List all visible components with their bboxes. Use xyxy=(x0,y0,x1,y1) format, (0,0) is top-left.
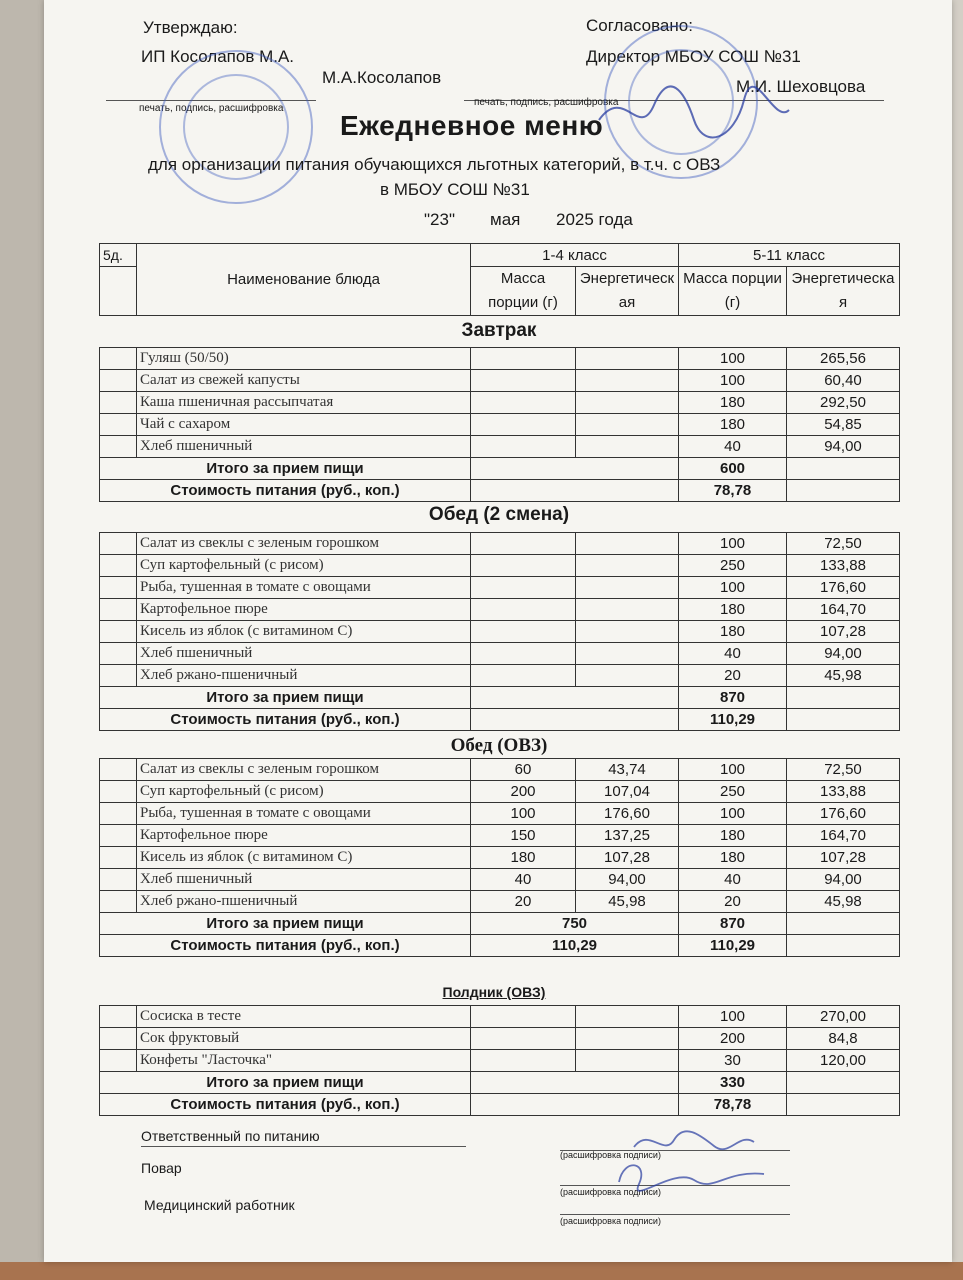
row-blank xyxy=(100,1050,137,1072)
energy-5-11: 94,00 xyxy=(787,643,900,665)
cost-blank xyxy=(787,1094,900,1116)
energy-1-4: 137,25 xyxy=(576,825,679,847)
header-mass-2: Масса порции (г) xyxy=(679,267,787,316)
mass-5-11: 40 xyxy=(679,869,787,891)
cost-label: Стоимость питания (руб., коп.) xyxy=(100,935,471,957)
mass-5-11: 20 xyxy=(679,665,787,687)
dish-name: Хлеб пшеничный xyxy=(137,436,471,458)
table-row xyxy=(100,621,900,643)
table-row xyxy=(100,643,900,665)
mass-5-11: 200 xyxy=(679,1028,787,1050)
header-mass-1: Масса порции (г) xyxy=(471,267,576,316)
total-5-11: 870 xyxy=(679,913,787,935)
row-blank xyxy=(100,348,137,370)
row-blank xyxy=(100,781,137,803)
dish-name: Суп картофельный (с рисом) xyxy=(137,555,471,577)
energy-1-4 xyxy=(576,643,679,665)
mass-5-11: 180 xyxy=(679,621,787,643)
mass-5-11: 40 xyxy=(679,643,787,665)
energy-5-11: 94,00 xyxy=(787,436,900,458)
energy-5-11: 176,60 xyxy=(787,803,900,825)
mass-1-4 xyxy=(471,533,576,555)
row-blank xyxy=(100,621,137,643)
mass-5-11: 180 xyxy=(679,599,787,621)
table-row xyxy=(100,555,900,577)
energy-1-4 xyxy=(576,392,679,414)
sign-line-3 xyxy=(560,1214,790,1215)
header-dish: Наименование блюда xyxy=(137,244,471,316)
mass-5-11: 180 xyxy=(679,825,787,847)
energy-5-11: 107,28 xyxy=(787,621,900,643)
mass-1-4 xyxy=(471,621,576,643)
header-corner: 5д. xyxy=(100,244,137,267)
table-row xyxy=(100,781,900,803)
date-month: мая xyxy=(490,210,521,229)
breakfast-table xyxy=(99,347,900,502)
background-floor xyxy=(0,1262,963,1280)
energy-5-11: 270,00 xyxy=(787,1006,900,1028)
cook-label: Повар xyxy=(141,1160,182,1176)
dish-name: Салат из свеклы с зеленым горошком xyxy=(137,533,471,555)
table-row xyxy=(100,370,900,392)
cost-row xyxy=(100,480,900,502)
date-year: 2025 года xyxy=(556,210,633,229)
energy-1-4: 107,28 xyxy=(576,847,679,869)
energy-5-11: 84,8 xyxy=(787,1028,900,1050)
approve-name: ИП Косолапов М.А. xyxy=(141,47,295,66)
mass-5-11: 180 xyxy=(679,847,787,869)
energy-1-4: 176,60 xyxy=(576,803,679,825)
cost-5-11: 78,78 xyxy=(679,480,787,502)
row-blank xyxy=(100,643,137,665)
dish-name: Сосиска в тесте xyxy=(137,1006,471,1028)
stamp-left-icon xyxy=(159,50,313,204)
energy-1-4 xyxy=(576,1050,679,1072)
total-label: Итого за прием пищи xyxy=(100,458,471,480)
total-blank xyxy=(787,687,900,709)
header-energy-1: Энергетическая xyxy=(576,267,679,316)
row-blank xyxy=(100,599,137,621)
total-blank xyxy=(787,1072,900,1094)
agreed-name: М.И. Шеховцова xyxy=(736,77,866,96)
dish-name: Рыба, тушенная в томате с овощами xyxy=(137,803,471,825)
mass-5-11: 100 xyxy=(679,577,787,599)
header-blank xyxy=(100,267,137,316)
table-row xyxy=(100,665,900,687)
total-5-11: 330 xyxy=(679,1072,787,1094)
energy-5-11: 45,98 xyxy=(787,665,900,687)
table-row xyxy=(100,847,900,869)
cost-label: Стоимость питания (руб., коп.) xyxy=(100,709,471,731)
energy-5-11: 60,40 xyxy=(787,370,900,392)
dish-name: Рыба, тушенная в томате с овощами xyxy=(137,577,471,599)
energy-5-11: 72,50 xyxy=(787,533,900,555)
mass-1-4: 60 xyxy=(471,759,576,781)
page-title: Ежедневное меню xyxy=(340,110,604,141)
mass-5-11: 100 xyxy=(679,1006,787,1028)
dish-name: Картофельное пюре xyxy=(137,599,471,621)
mass-1-4 xyxy=(471,436,576,458)
energy-5-11: 107,28 xyxy=(787,847,900,869)
energy-1-4 xyxy=(576,621,679,643)
mass-1-4 xyxy=(471,370,576,392)
mass-1-4: 20 xyxy=(471,891,576,913)
medic-label: Медицинский работник xyxy=(144,1197,295,1213)
cost-blank xyxy=(787,935,900,957)
energy-5-11: 265,56 xyxy=(787,348,900,370)
row-blank xyxy=(100,847,137,869)
row-blank xyxy=(100,759,137,781)
row-blank xyxy=(100,1006,137,1028)
mass-5-11: 180 xyxy=(679,414,787,436)
cost-1-4 xyxy=(471,709,679,731)
mass-5-11: 100 xyxy=(679,803,787,825)
energy-1-4 xyxy=(576,1006,679,1028)
mass-1-4: 100 xyxy=(471,803,576,825)
table-row xyxy=(100,577,900,599)
mass-1-4: 150 xyxy=(471,825,576,847)
table-row xyxy=(100,392,900,414)
mass-1-4 xyxy=(471,348,576,370)
energy-1-4 xyxy=(576,370,679,392)
table-row xyxy=(100,599,900,621)
mass-5-11: 100 xyxy=(679,348,787,370)
cost-row xyxy=(100,1094,900,1116)
total-row xyxy=(100,687,900,709)
header-group-1-4: 1-4 класс xyxy=(471,244,679,267)
agreed-caption: печать, подпись, расшифровка xyxy=(474,97,619,108)
mass-1-4 xyxy=(471,1006,576,1028)
responsible-line xyxy=(141,1146,466,1147)
row-blank xyxy=(100,533,137,555)
approve-signed: М.А.Косолапов xyxy=(322,68,442,87)
mass-1-4 xyxy=(471,392,576,414)
table-row xyxy=(100,436,900,458)
page-subtitle: для организации питания обучающихся льготных категорий, в т.ч. с ОВЗ xyxy=(148,155,721,174)
section-breakfast-title: Завтрак xyxy=(461,320,537,341)
date-day: "23" xyxy=(424,210,455,229)
row-blank xyxy=(100,577,137,599)
energy-5-11: 94,00 xyxy=(787,869,900,891)
energy-1-4 xyxy=(576,348,679,370)
energy-1-4: 107,04 xyxy=(576,781,679,803)
dish-name: Сок фруктовый xyxy=(137,1028,471,1050)
total-1-4 xyxy=(471,1072,679,1094)
footer-signatures-icon xyxy=(604,1122,774,1212)
cost-5-11: 110,29 xyxy=(679,935,787,957)
menu-sheet xyxy=(44,0,952,1262)
mass-1-4: 200 xyxy=(471,781,576,803)
mass-1-4 xyxy=(471,599,576,621)
mass-1-4 xyxy=(471,1050,576,1072)
mass-5-11: 40 xyxy=(679,436,787,458)
mass-1-4 xyxy=(471,577,576,599)
row-blank xyxy=(100,825,137,847)
total-label: Итого за прием пищи xyxy=(100,687,471,709)
mass-5-11: 100 xyxy=(679,370,787,392)
energy-5-11: 176,60 xyxy=(787,577,900,599)
mass-1-4 xyxy=(471,414,576,436)
table-row xyxy=(100,348,900,370)
director-signature-icon xyxy=(594,80,794,150)
cost-label: Стоимость питания (руб., коп.) xyxy=(100,480,471,502)
energy-5-11: 133,88 xyxy=(787,555,900,577)
dish-name: Суп картофельный (с рисом) xyxy=(137,781,471,803)
total-row xyxy=(100,1072,900,1094)
total-1-4 xyxy=(471,687,679,709)
section-lunch-title: Обед (2 смена) xyxy=(428,504,570,525)
energy-5-11: 45,98 xyxy=(787,891,900,913)
dish-name: Салат из свеклы с зеленым горошком xyxy=(137,759,471,781)
total-label: Итого за прием пищи xyxy=(100,1072,471,1094)
total-1-4: 750 xyxy=(471,913,679,935)
cost-blank xyxy=(787,480,900,502)
mass-1-4 xyxy=(471,665,576,687)
table-row xyxy=(100,1006,900,1028)
mass-5-11: 30 xyxy=(679,1050,787,1072)
energy-1-4 xyxy=(576,665,679,687)
table-row xyxy=(100,803,900,825)
total-label: Итого за прием пищи xyxy=(100,913,471,935)
mass-1-4: 40 xyxy=(471,869,576,891)
table-row xyxy=(100,825,900,847)
mass-5-11: 180 xyxy=(679,392,787,414)
cost-blank xyxy=(787,709,900,731)
row-blank xyxy=(100,414,137,436)
total-blank xyxy=(787,913,900,935)
energy-5-11: 54,85 xyxy=(787,414,900,436)
section-snack-title: Полдник (ОВЗ) xyxy=(442,984,546,1000)
dish-name: Салат из свежей капусты xyxy=(137,370,471,392)
energy-1-4 xyxy=(576,1028,679,1050)
agreed-label: Согласовано: xyxy=(586,16,693,35)
dish-name: Чай с сахаром xyxy=(137,414,471,436)
dish-name: Гуляш (50/50) xyxy=(137,348,471,370)
energy-5-11: 72,50 xyxy=(787,759,900,781)
row-blank xyxy=(100,436,137,458)
row-blank xyxy=(100,665,137,687)
cost-5-11: 78,78 xyxy=(679,1094,787,1116)
energy-1-4: 45,98 xyxy=(576,891,679,913)
energy-5-11: 164,70 xyxy=(787,599,900,621)
cost-label: Стоимость питания (руб., коп.) xyxy=(100,1094,471,1116)
dish-name: Каша пшеничная рассыпчатая xyxy=(137,392,471,414)
row-blank xyxy=(100,392,137,414)
cost-row xyxy=(100,935,900,957)
energy-1-4: 43,74 xyxy=(576,759,679,781)
lunch-ovz-table xyxy=(99,758,900,957)
table-row xyxy=(100,1050,900,1072)
decoding-2: (расшифровка подписи) xyxy=(560,1187,661,1197)
cost-1-4 xyxy=(471,1094,679,1116)
energy-5-11: 164,70 xyxy=(787,825,900,847)
dish-name: Кисель из яблок (с витамином С) xyxy=(137,847,471,869)
menu-table-header xyxy=(99,243,900,316)
row-blank xyxy=(100,891,137,913)
table-row xyxy=(100,891,900,913)
mass-5-11: 100 xyxy=(679,533,787,555)
dish-name: Хлеб ржано-пшеничный xyxy=(137,891,471,913)
decoding-3: (расшифровка подписи) xyxy=(560,1216,661,1226)
mass-5-11: 250 xyxy=(679,555,787,577)
energy-1-4 xyxy=(576,599,679,621)
energy-1-4 xyxy=(576,555,679,577)
background-edge xyxy=(0,0,44,1280)
mass-5-11: 100 xyxy=(679,759,787,781)
dish-name: Конфеты "Ласточка" xyxy=(137,1050,471,1072)
dish-name: Хлеб ржано-пшеничный xyxy=(137,665,471,687)
mass-1-4 xyxy=(471,555,576,577)
agreed-title: Директор МБОУ СОШ №31 xyxy=(586,47,801,66)
row-blank xyxy=(100,803,137,825)
total-5-11: 600 xyxy=(679,458,787,480)
table-row xyxy=(100,533,900,555)
total-5-11: 870 xyxy=(679,687,787,709)
section-lunch-ovz-title: Обед (ОВЗ) xyxy=(450,735,548,756)
table-row xyxy=(100,869,900,891)
energy-5-11: 292,50 xyxy=(787,392,900,414)
table-row xyxy=(100,1028,900,1050)
mass-1-4 xyxy=(471,643,576,665)
energy-1-4 xyxy=(576,436,679,458)
row-blank xyxy=(100,1028,137,1050)
decoding-1: (расшифровка подписи) xyxy=(560,1150,661,1160)
table-row xyxy=(100,759,900,781)
table-row xyxy=(100,414,900,436)
row-blank xyxy=(100,370,137,392)
total-1-4 xyxy=(471,458,679,480)
dish-name: Картофельное пюре xyxy=(137,825,471,847)
dish-name: Кисель из яблок (с витамином С) xyxy=(137,621,471,643)
row-blank xyxy=(100,555,137,577)
mass-1-4 xyxy=(471,1028,576,1050)
mass-5-11: 250 xyxy=(679,781,787,803)
header-group-5-11: 5-11 класс xyxy=(679,244,900,267)
total-row xyxy=(100,458,900,480)
energy-1-4: 94,00 xyxy=(576,869,679,891)
approve-label: Утверждаю: xyxy=(143,18,238,37)
cost-1-4 xyxy=(471,480,679,502)
energy-1-4 xyxy=(576,577,679,599)
responsible-label: Ответственный по питанию xyxy=(141,1128,320,1144)
mass-5-11: 20 xyxy=(679,891,787,913)
snack-table xyxy=(99,1005,900,1116)
row-blank xyxy=(100,869,137,891)
energy-5-11: 133,88 xyxy=(787,781,900,803)
mass-1-4: 180 xyxy=(471,847,576,869)
total-blank xyxy=(787,458,900,480)
cost-1-4: 110,29 xyxy=(471,935,679,957)
lunch-table xyxy=(99,532,900,731)
cost-5-11: 110,29 xyxy=(679,709,787,731)
energy-5-11: 120,00 xyxy=(787,1050,900,1072)
energy-1-4 xyxy=(576,414,679,436)
school-name: в МБОУ СОШ №31 xyxy=(380,180,530,199)
header-energy-2: Энергетическая xyxy=(787,267,900,316)
cost-row xyxy=(100,709,900,731)
approve-caption: печать, подпись, расшифровка xyxy=(139,103,284,114)
dish-name: Хлеб пшеничный xyxy=(137,869,471,891)
energy-1-4 xyxy=(576,533,679,555)
dish-name: Хлеб пшеничный xyxy=(137,643,471,665)
total-row xyxy=(100,913,900,935)
